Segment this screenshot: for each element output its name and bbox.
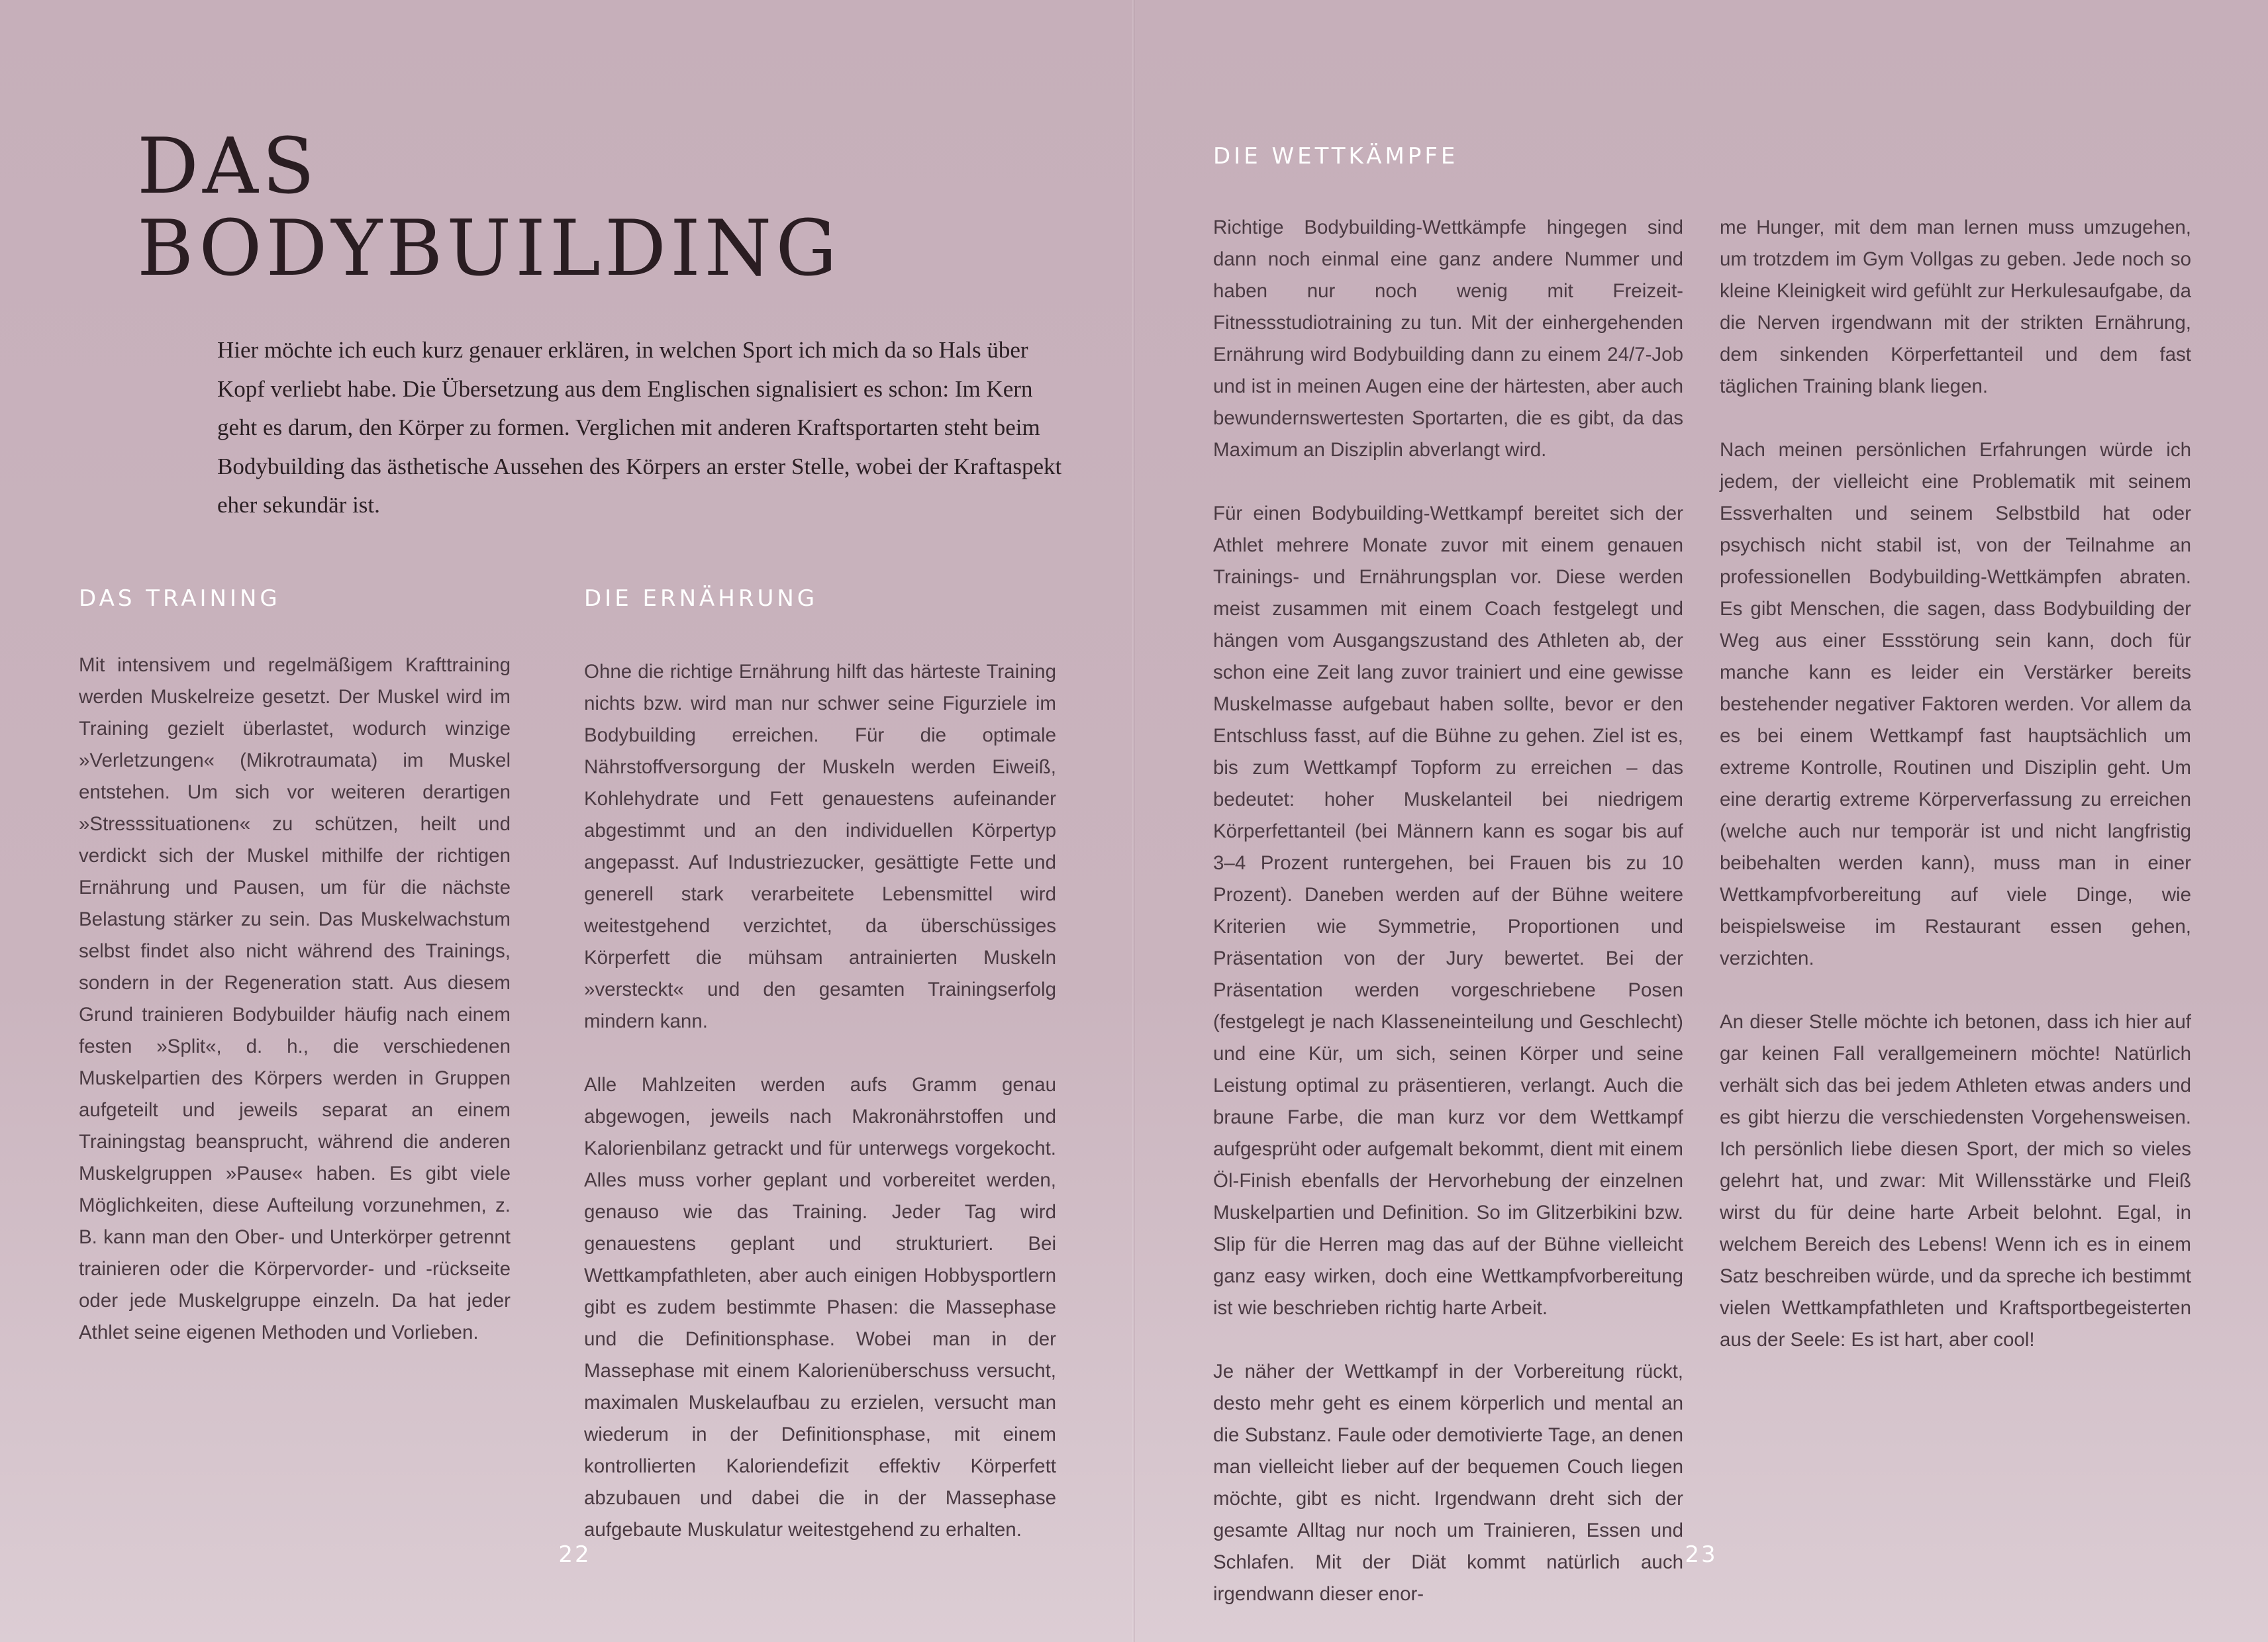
training-column xyxy=(79,650,511,1349)
right-page xyxy=(1134,0,2268,1642)
body-paragraph: Je näher der Wettkampf in der Vorbereitung rückt, desto mehr geht es einem körperlich und mental an die Substanz. Faule oder demotivierte Tage, an denen man vielleicht lieber auf der bequemen Couch liegen möchte, gibt es nicht. Irgendwann dreht sich der gesamte Alltag nur noch um Trainieren, Essen und Schlafen. Mit der Diät kommt natürlich auch irgendwann dieser enor- xyxy=(1213,1361,1683,1605)
page-title xyxy=(137,122,841,293)
body-paragraph: Für einen Bodybuilding-Wettkampf bereitet sich der Athlet mehrere Monate zuvor mit einem genauen Trainings- und Ernährungsplan vor. Diese werden meist zusammen mit einem Coach festgelegt und hängen vom Ausgangszustand des Athleten ab, der schon eine Zeit lang zuvor trainiert und eine gewisse Muskelmasse aufgebaut haben sollte, bevor er den Entschluss fasst, auf die Bühne zu gehen. Ziel ist es, bis zum Wettkampf Topform zu erreichen – das bedeutet: hoher Muskelanteil bei niedrigem Körperfettanteil (bei Männern kann es sogar bis auf 3–4 Prozent runtergehen, bei Frauen bis zu 10 Prozent). Daneben werden auf der Bühne weitere Kriterien wie Symmetrie, Proportionen und Präsentation von der Jury bewertet. Bei der Präsentation werden vorgeschriebene Posen (festgelegt je nach Klasseneinteilung und Geschlecht) und eine Kür, um sich, seinen Körper und seine Leistung optimal zu präsentieren, verlangt. Auch die braune Farbe, die man kurz vor dem Wettkampf aufgesprüht oder aufgemalt bekommt, dient mit einem Öl-Finish ebenfalls der Hervorhebung der einzelnen Muskelpartien und Definition. So im Glitzerbikini bzw. Slip für die Herren mag das auf der Bühne vielleicht ganz easy wirken, doch eine Wettkampfvorbereitung ist wie beschrieben richtig harte Arbeit. xyxy=(1213,503,1683,1319)
body-paragraph: An dieser Stelle möchte ich betonen, dass ich hier auf gar keinen Fall verallgemeinern möchte! Natürlich verhält sich das bei jedem Athleten etwas anders und es gibt hierzu die verschiedensten Vorgehensweisen. Ich persönlich liebe diesen Sport, der mich so vieles gelehrt hat, und zwar: Mit Willensstärke und Fleiß wirst du für deine harte Arbeit belohnt. Egal, in welchem Bereich des Lebens! Wenn ich es in einem Satz beschreiben würde, und da spreche ich bestimmt vielen Wettkampfathleten und Kraftsportbegeisterten aus der Seele: Es ist hart, aber cool! xyxy=(1720,1011,2191,1351)
competitions-column-1 xyxy=(1213,212,1683,1610)
training-heading: DAS TRAINING xyxy=(79,585,281,612)
page-number: 23 xyxy=(1685,1541,1718,1568)
competitions-heading: DIE WETTKÄMPFE xyxy=(1213,143,1459,169)
page-number: 22 xyxy=(558,1541,591,1568)
body-paragraph: Alle Mahlzeiten werden aufs Gramm genau abgewogen, jeweils nach Makronährstoffen und Kalorienbilanz getrackt und für unterwegs vorgekocht. Alles muss vorher geplant und vorbereitet werden, genauso wie das Training. Jeder Tag wird genauestens geplant und strukturiert. Bei Wettkampfathleten, aber auch einigen Hobbysportlern gibt es zudem bestimmte Phasen: die Massephase und die Definitionsphase. Wobei man in der Massephase mit einem Kalorienüberschuss versucht, maximalen Muskelaufbau zu erzielen, versucht man wiederum in der Definitionsphase, mit einem kontrollierten Kaloriendefizit effektiv Körperfett abzubauen und dabei die in der Massephase aufgebaute Muskulatur weitestgehend zu erhalten. xyxy=(584,1074,1056,1541)
title-line-1: DAS xyxy=(137,122,319,211)
body-paragraph: Nach meinen persönlichen Erfahrungen würde ich jedem, der vielleicht eine Problematik mit seinem Essverhalten und seinem Selbstbild hat oder psychisch nicht stabil ist, von der Teilnahme an professionellen Bodybuilding-Wettkämpfen abraten. Es gibt Menschen, die sagen, dass Bodybuilding der Weg aus einer Essstörung sein kann, doch für manche kann es leider ein Verstärker bereits bestehender negativer Faktoren werden. Vor allem da es bei einem Wettkampf fast hauptsächlich um extreme Kontrolle, Routinen und Disziplin geht. Um eine derartig extreme Körperverfassung zu erreichen (welche auch nur temporär ist und nicht langfristig beibehalten werden kann), muss man in einer Wettkampfvorbereitung auf viele Dinge, wie beispielsweise im Restaurant essen gehen, verzichten. xyxy=(1720,439,2191,969)
nutrition-heading: DIE ERNÄHRUNG xyxy=(584,585,818,612)
left-page xyxy=(0,0,1133,1642)
intro-paragraph: Hier möchte ich euch kurz genauer erklären, in welchen Sport ich mich da so Hals über Kopf verliebt habe. Die Übersetzung aus dem Englischen signalisiert es schon: Im Kern geht es darum, den Körper zu formen. Verglichen mit anderen Kraftsportarten steht beim Bodybuilding das ästhetische Aussehen des Körpers an erster Stelle, wobei der Kraftaspekt eher sekundär ist. xyxy=(217,337,1062,518)
body-paragraph: Ohne die richtige Ernährung hilft das härteste Training nichts bzw. wird man nur schwer seine Figurziele im Bodybuilding erreichen. Für die optimale Nährstoffversorgung der Muskeln werden Eiweiß, Kohlehydrate und Fett genauestens aufeinander abgestimmt und an den individuellen Körpertyp angepasst. Auf Industriezucker, gesättigte Fette und generell stark verarbeitete Lebensmittel wird weitestgehend verzichtet, da überschüssiges Körperfett die mühsam antrainierten Muskeln »versteckt« und den gesamten Trainingserfolg mindern kann. xyxy=(584,661,1056,1032)
body-paragraph: Mit intensivem und regelmäßigem Krafttraining werden Muskelreize gesetzt. Der Muskel wird im Training gezielt überlastet, wodurch winzige »Verletzungen« (Mikrotraumata) im Muskel entstehen. Um sich vor weiteren derartigen »Stresssituationen« zu schützen, heilt und verdickt sich der Muskel mithilfe der richtigen Ernährung und Pausen, um für die nächste Belastung stärker zu sein. Das Muskelwachstum selbst findet also nicht während des Trainings, sondern in der Regeneration statt. Aus diesem Grund trainieren Bodybuilder häufig nach einem festen »Split«, d. h., die verschiedenen Muskelpartien des Körpers werden in Gruppen aufgeteilt und jeweils separat an einem Trainingstag beansprucht, während die anderen Muskelgruppen »Pause« haben. Es gibt viele Möglichkeiten, diese Aufteilung vorzunehmen, z. B. kann man den Ober- und Unterkörper getrennt trainieren oder die Körpervorder- und -rückseite oder jede Muskelgruppe einzeln. Da hat jeder Athlet seine eigenen Methoden und Vorlieben. xyxy=(79,654,511,1343)
nutrition-column xyxy=(584,656,1056,1546)
title-line-2: BODYBUILDING xyxy=(137,204,841,293)
body-paragraph: Richtige Bodybuilding-Wettkämpfe hingegen sind dann noch einmal eine ganz andere Nummer und haben nur noch wenig mit Freizeit-Fitnessstudiotraining zu tun. Mit der einhergehenden Ernährung wird Bodybuilding dann zu einem 24/7-Job und ist in meinen Augen eine der härtesten, aber auch bewundernswertesten Sportarten, die es gibt, da das Maximum an Disziplin abverlangt wird. xyxy=(1213,217,1683,461)
competitions-column-2 xyxy=(1720,212,2191,1356)
body-paragraph: me Hunger, mit dem man lernen muss umzugehen, um trotzdem im Gym Vollgas zu geben. Jede noch so kleine Kleinigkeit wird gefühlt zur Herkulesaufgabe, da die Nerven irgendwann mit der strikten Ernährung, dem sinkenden Körperfettanteil und dem fast täglichen Training blank liegen. xyxy=(1720,217,2191,397)
